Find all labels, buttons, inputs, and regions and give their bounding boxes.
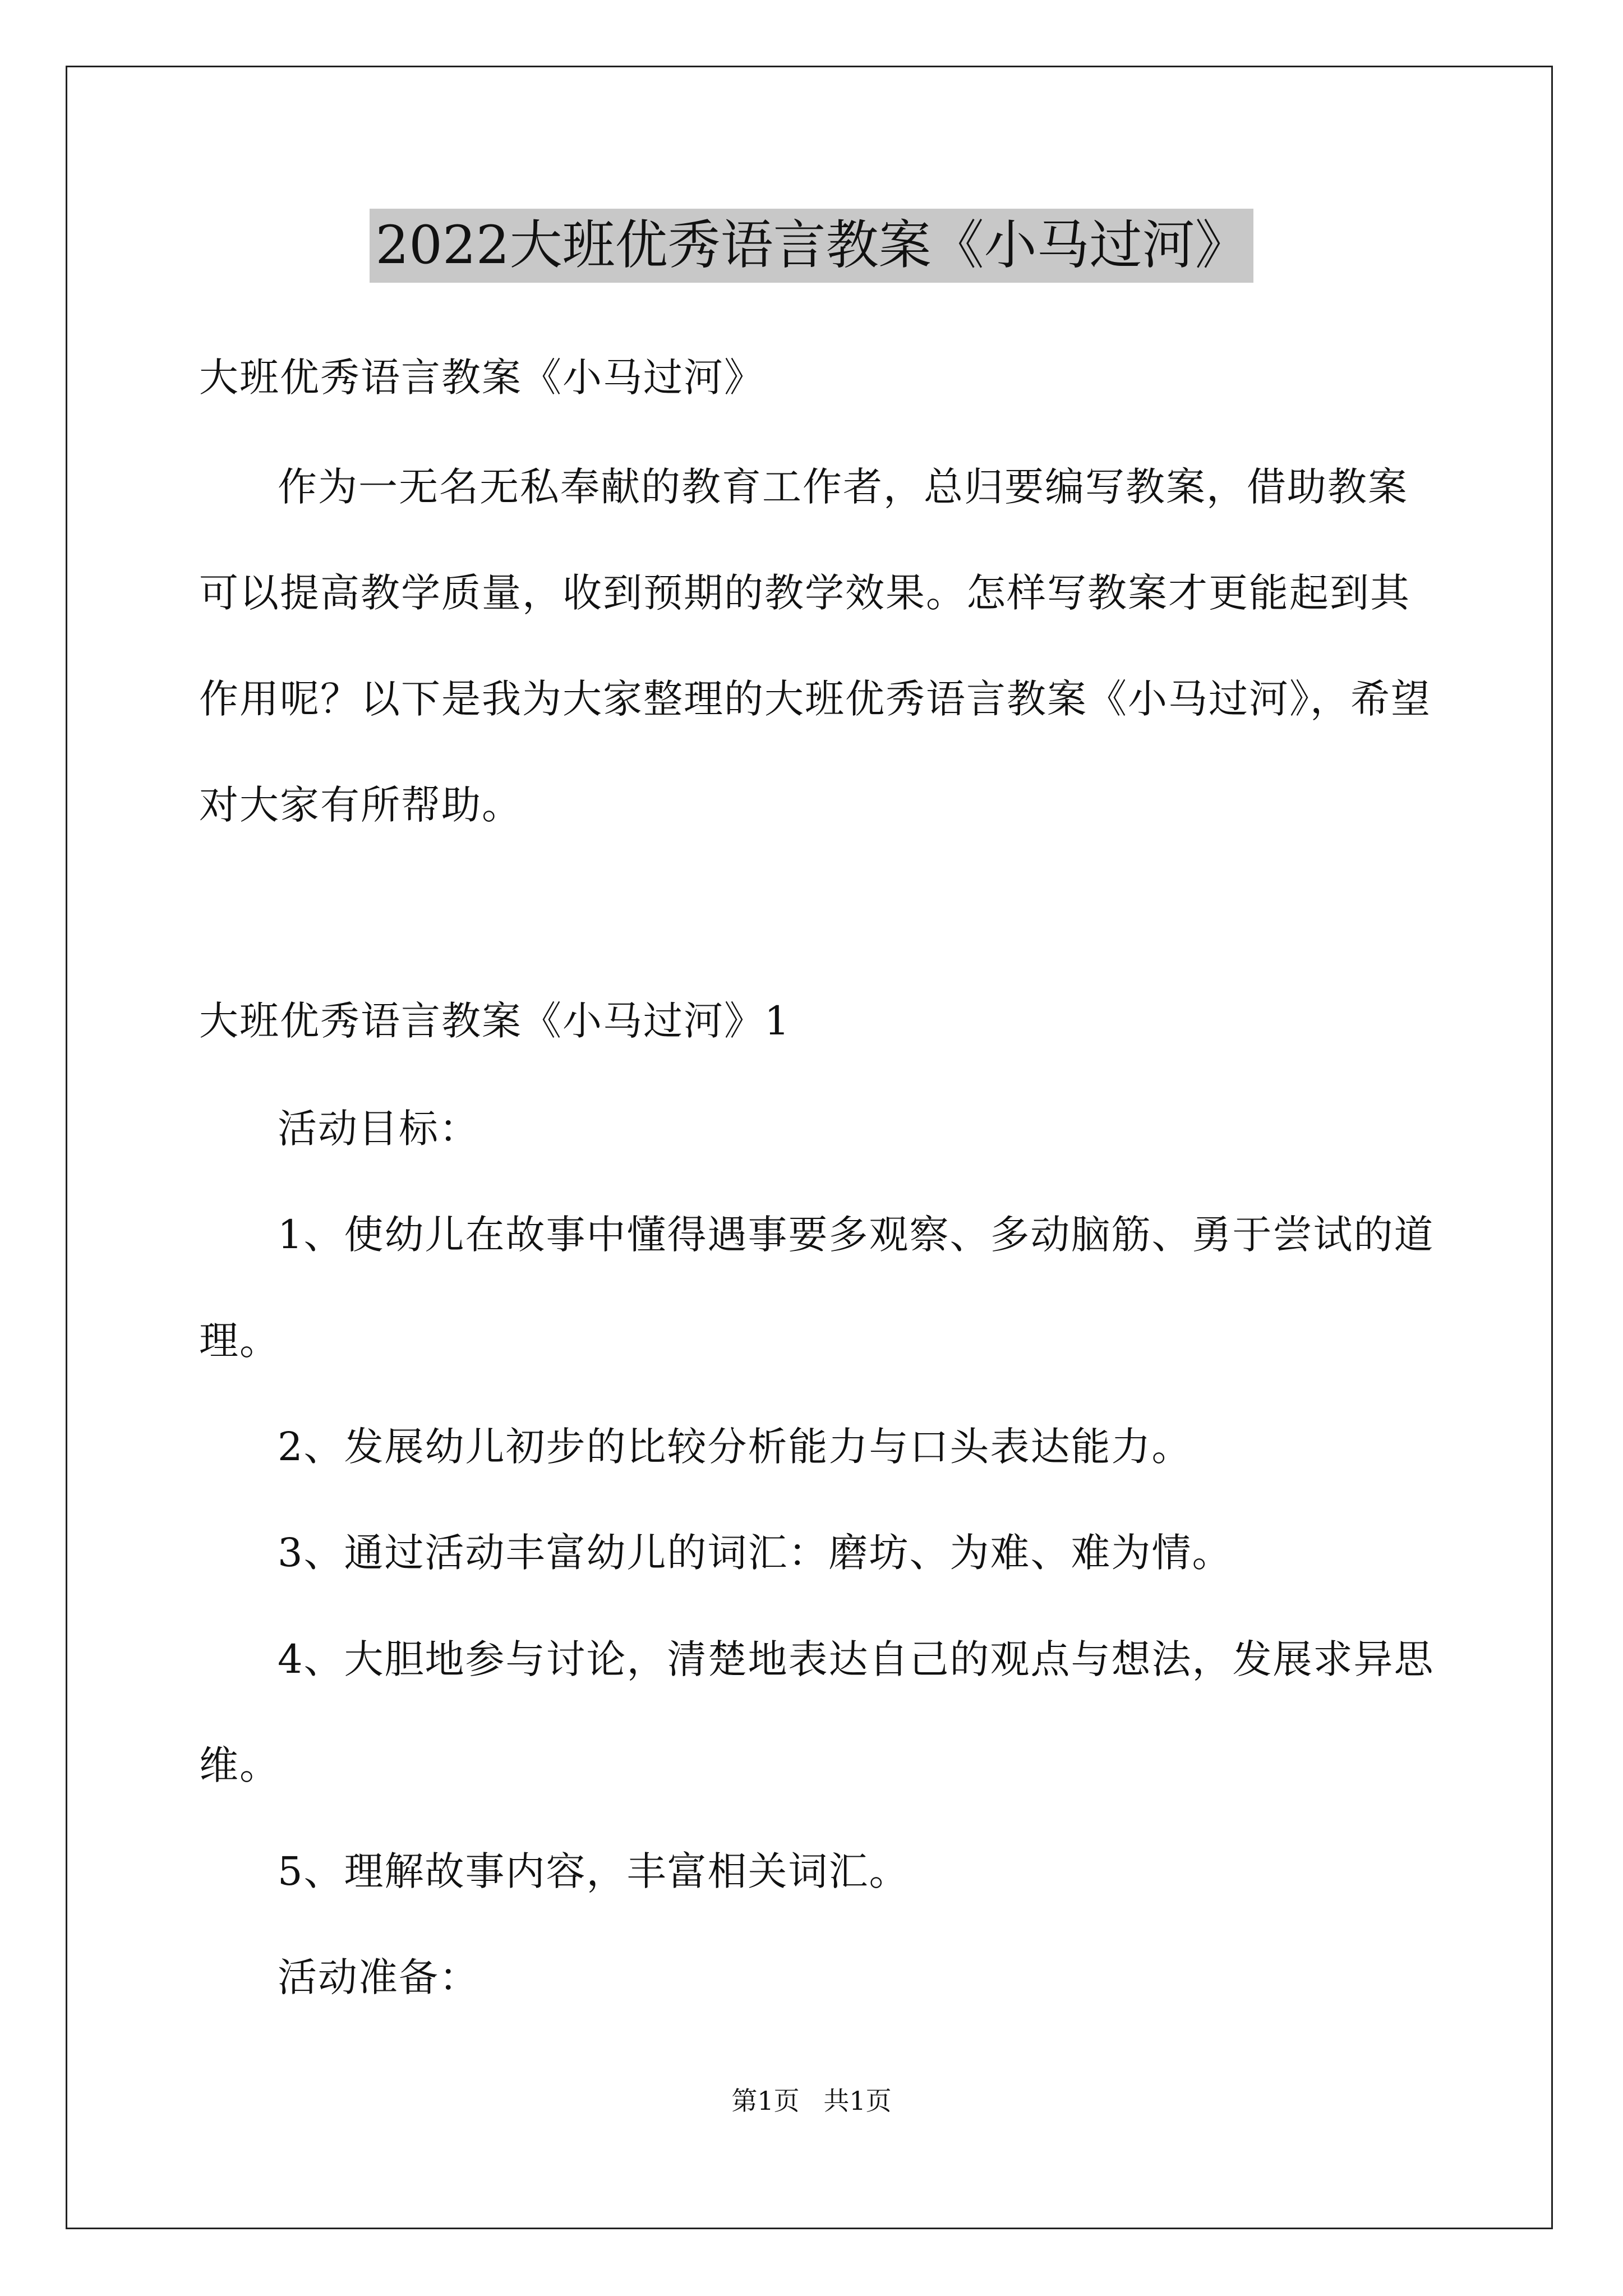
prep-heading: 活动准备： <box>278 1954 479 2000</box>
page-number-total: 共1页 <box>823 2086 892 2116</box>
section-heading: 大班优秀语言教案《小马过河》1 <box>199 998 791 1044</box>
intro-line-4: 对大家有所帮助。 <box>199 782 522 828</box>
goal-3: 3、通过活动丰富幼儿的词汇：磨坊、为难、难为情。 <box>278 1530 1233 1576</box>
document-title: 2022大班优秀语言教案《小马过河》 <box>370 209 1253 283</box>
goal-2: 2、发展幼儿初步的比较分析能力与口头表达能力。 <box>278 1424 1192 1470</box>
goal-4-line-2: 维。 <box>199 1742 280 1788</box>
intro-line-2: 可以提高教学质量，收到预期的教学效果。怎样写教案才更能起到其 <box>199 570 1410 616</box>
goal-1-line-2: 理。 <box>199 1318 280 1364</box>
document-subtitle: 大班优秀语言教案《小马过河》 <box>199 355 764 401</box>
intro-line-3: 作用呢？以下是我为大家整理的大班优秀语言教案《小马过河》，希望 <box>199 676 1431 722</box>
goal-4-line-1: 4、大胆地参与讨论，清楚地表达自己的观点与想法，发展求异思 <box>278 1636 1435 1682</box>
goals-heading: 活动目标： <box>278 1106 479 1152</box>
goal-1-line-1: 1、使幼儿在故事中懂得遇事要多观察、多动脑筋、勇于尝试的道 <box>278 1212 1435 1258</box>
intro-line-1: 作为一无名无私奉献的教育工作者，总归要编写教案，借助教案 <box>278 464 1408 510</box>
page-number-current: 第1页 <box>731 2086 800 2116</box>
goal-5: 5、理解故事内容，丰富相关词汇。 <box>278 1848 910 1894</box>
title-container <box>0 209 1623 283</box>
page-footer <box>0 2084 1623 2118</box>
